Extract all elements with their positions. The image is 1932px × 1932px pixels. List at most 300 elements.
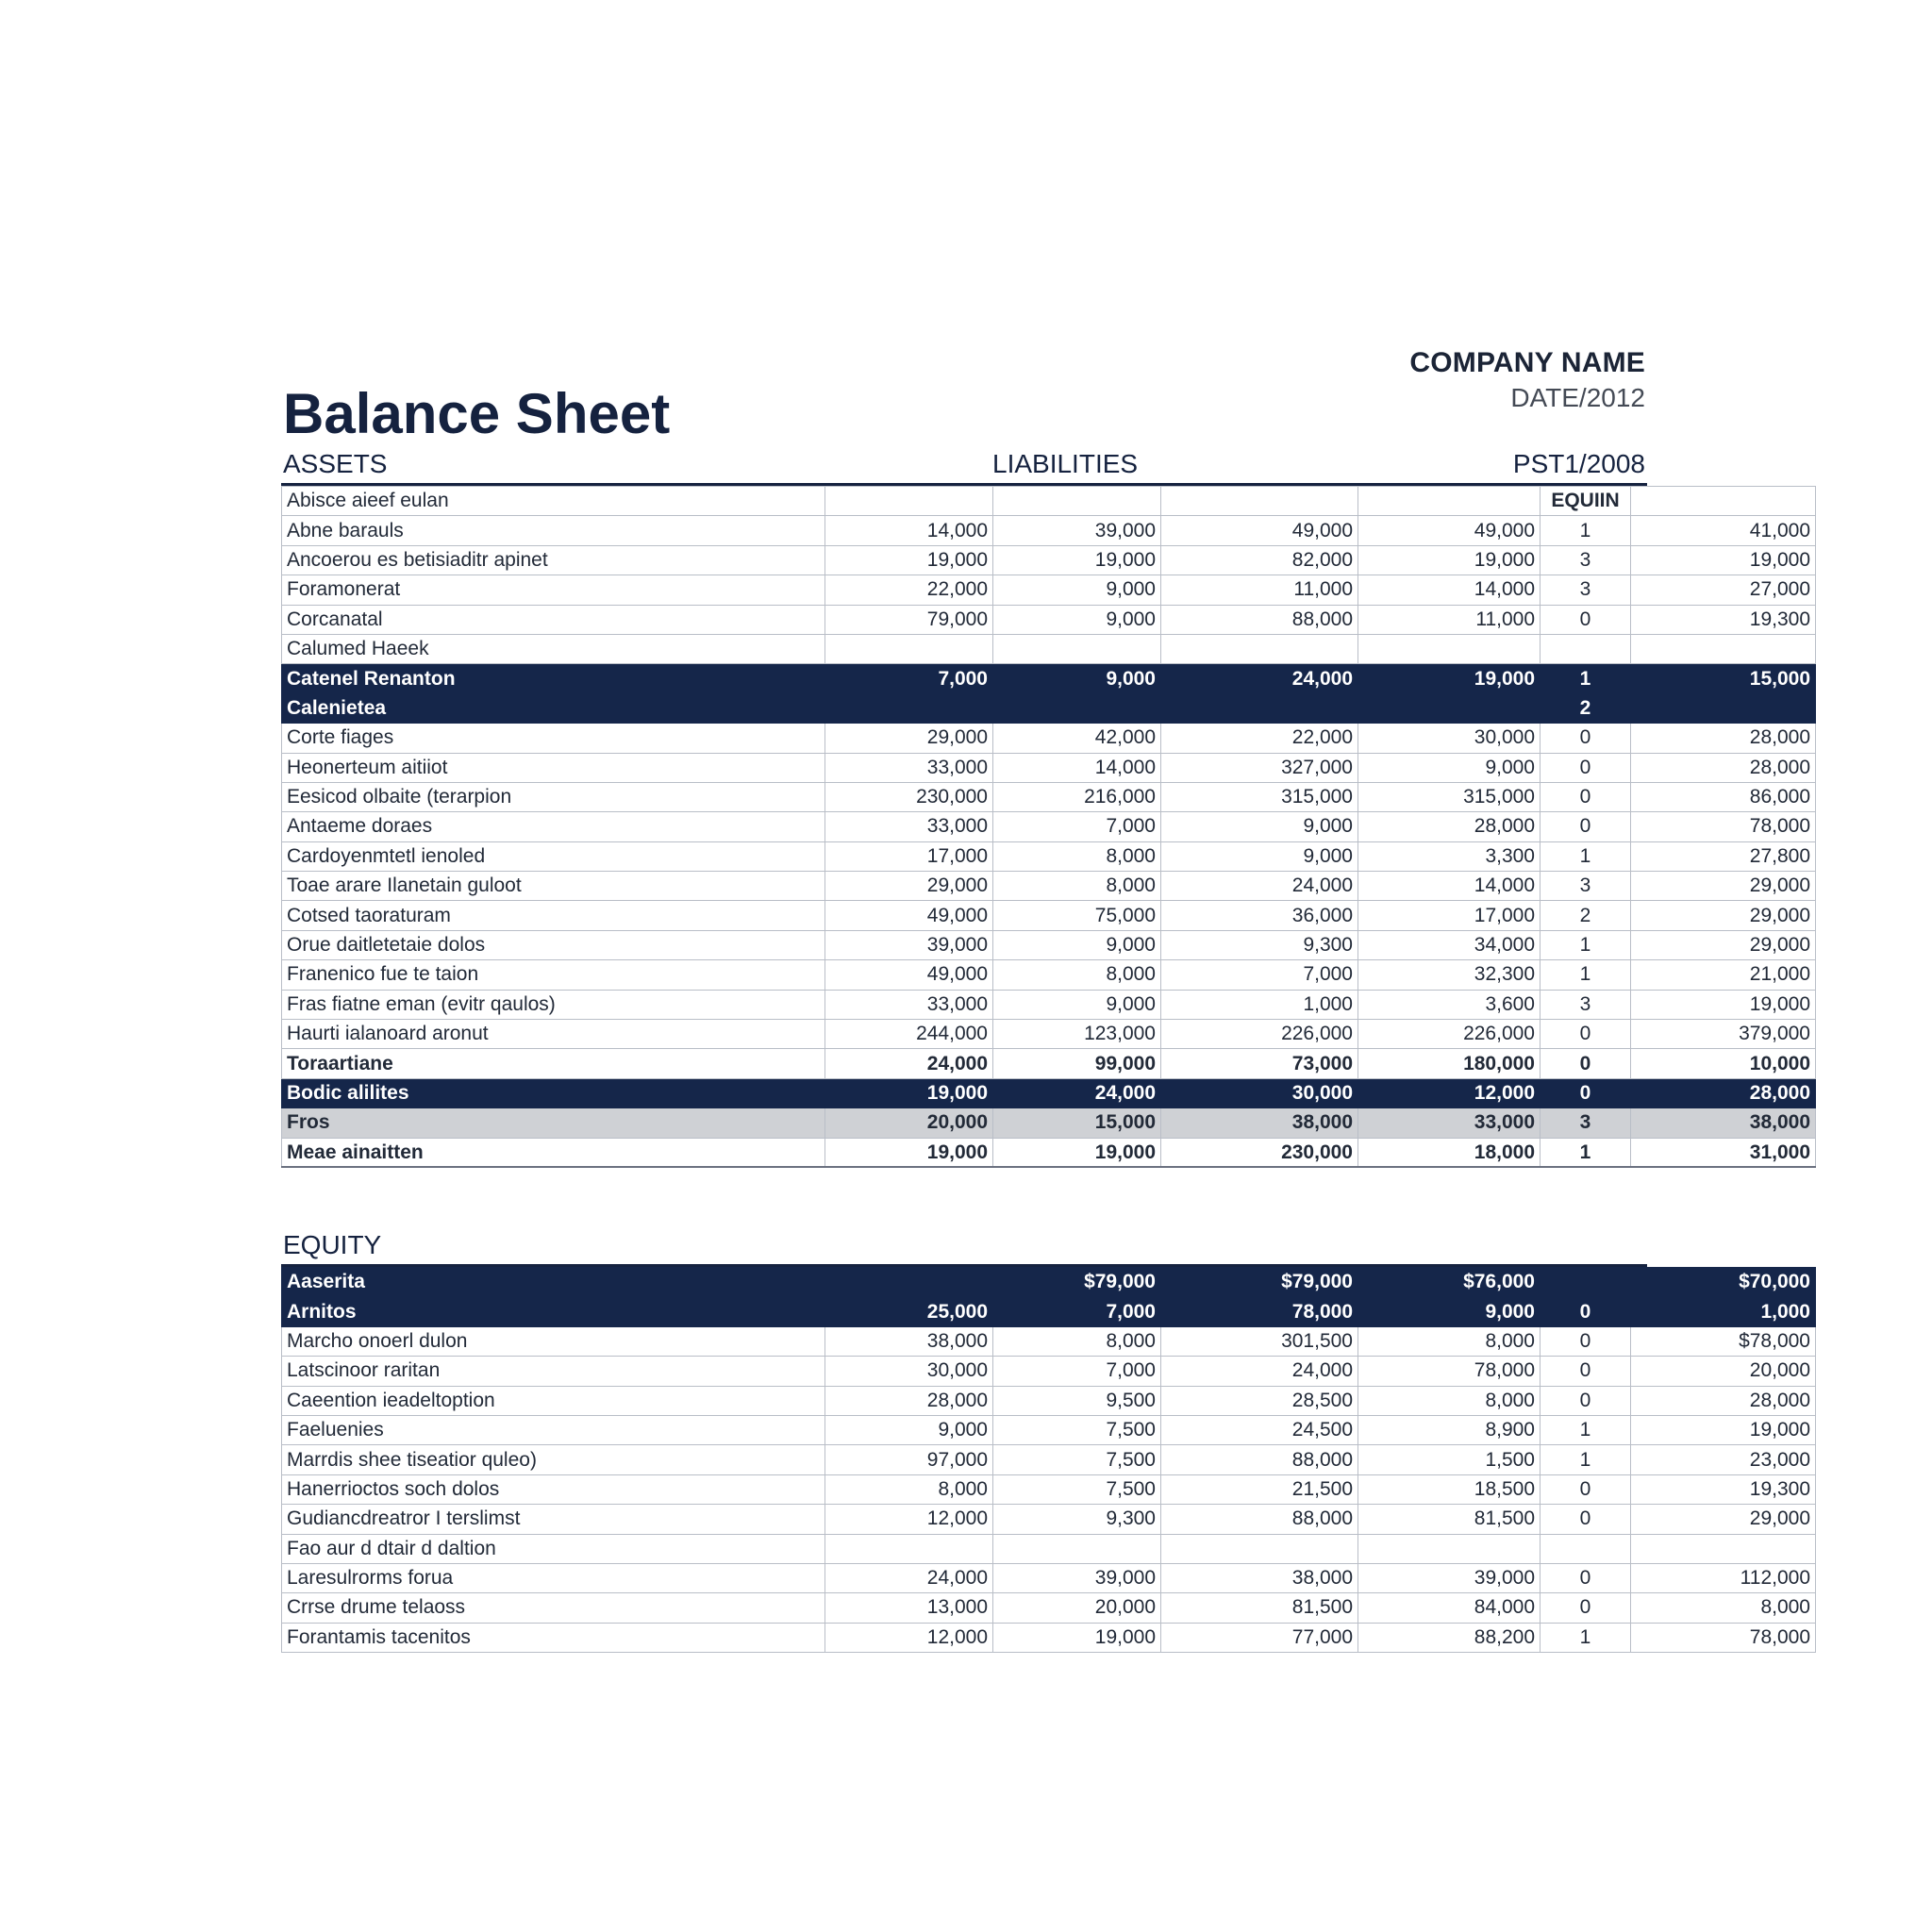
- value-cell: [1161, 1534, 1358, 1563]
- table-row: [282, 753, 1816, 782]
- row-label-cell: Heonerteum aitiiot: [282, 753, 825, 782]
- table-row: [282, 487, 1816, 516]
- value-cell: 29,000: [825, 872, 993, 901]
- value-cell: 8,000: [993, 1326, 1161, 1356]
- value-cell: 20,000: [993, 1593, 1161, 1623]
- value-cell: 39,000: [993, 516, 1161, 545]
- assets-liabilities-body: [282, 487, 1816, 1168]
- value-cell: 0: [1541, 812, 1631, 841]
- value-cell: 0: [1541, 1474, 1631, 1504]
- row-label-cell: Corte fiages: [282, 724, 825, 753]
- value-cell: 19,000: [993, 1623, 1161, 1652]
- value-cell: 7,500: [993, 1445, 1161, 1474]
- value-cell: 78,000: [1631, 812, 1816, 841]
- value-cell: 9,000: [993, 605, 1161, 634]
- value-cell: 216,000: [993, 782, 1161, 811]
- value-cell: EQUIIN: [1541, 487, 1631, 516]
- value-cell: [993, 487, 1161, 516]
- value-cell: 19,000: [1631, 990, 1816, 1019]
- value-cell: 10,000: [1631, 1049, 1816, 1078]
- value-cell: 25,000: [825, 1297, 993, 1326]
- value-cell: 11,000: [1161, 575, 1358, 605]
- value-cell: 28,500: [1161, 1386, 1358, 1415]
- value-cell: [1161, 693, 1358, 723]
- value-cell: 36,000: [1161, 901, 1358, 930]
- value-cell: 327,000: [1161, 753, 1358, 782]
- value-cell: 22,000: [825, 575, 993, 605]
- table-row: [282, 575, 1816, 605]
- value-cell: 0: [1541, 724, 1631, 753]
- value-cell: 112,000: [1631, 1563, 1816, 1592]
- value-cell: 0: [1541, 1593, 1631, 1623]
- value-cell: 22,000: [1161, 724, 1358, 753]
- value-cell: 8,000: [1631, 1593, 1816, 1623]
- company-name: COMPANY NAME: [1409, 347, 1645, 378]
- value-cell: 77,000: [1161, 1623, 1358, 1652]
- value-cell: 78,000: [1358, 1357, 1541, 1386]
- value-cell: 14,000: [993, 753, 1161, 782]
- row-label-cell: Toae arare Ilanetain guloot: [282, 872, 825, 901]
- value-cell: 29,000: [1631, 1505, 1816, 1534]
- value-cell: 19,000: [1631, 1415, 1816, 1444]
- row-label-cell: Abisce aieef eulan: [282, 487, 825, 516]
- value-cell: 1: [1541, 1623, 1631, 1652]
- value-cell: 38,000: [1631, 1108, 1816, 1138]
- value-cell: 3,600: [1358, 990, 1541, 1019]
- value-cell: 19,300: [1631, 1474, 1816, 1504]
- table-row: [282, 664, 1816, 693]
- row-label-cell: Hanerrioctos soch dolos: [282, 1474, 825, 1504]
- value-cell: 3: [1541, 872, 1631, 901]
- value-cell: 28,000: [1631, 1078, 1816, 1108]
- row-label-cell: Haurti ialanoard aronut: [282, 1020, 825, 1049]
- row-label-cell: Bodic alilites: [282, 1078, 825, 1108]
- row-label-cell: Ancoerou es betisiaditr apinet: [282, 545, 825, 575]
- value-cell: 13,000: [825, 1593, 993, 1623]
- value-cell: 9,000: [1358, 753, 1541, 782]
- row-label-cell: Caeention ieadeltoption: [282, 1386, 825, 1415]
- row-label-cell: Calumed Haeek: [282, 634, 825, 663]
- value-cell: 41,000: [1631, 516, 1816, 545]
- value-cell: 9,000: [1161, 841, 1358, 871]
- value-cell: 3: [1541, 545, 1631, 575]
- value-cell: [993, 1534, 1161, 1563]
- equity-body: [282, 1268, 1816, 1653]
- value-cell: 24,000: [1161, 664, 1358, 693]
- row-label-cell: Eesicod olbaite (terarpion: [282, 782, 825, 811]
- table-row: [282, 812, 1816, 841]
- value-cell: 123,000: [993, 1020, 1161, 1049]
- value-cell: 81,500: [1161, 1593, 1358, 1623]
- page-title: Balance Sheet: [283, 382, 671, 445]
- table-row: [282, 724, 1816, 753]
- assets-heading: ASSETS: [283, 449, 388, 478]
- value-cell: $78,000: [1631, 1326, 1816, 1356]
- table-row: [282, 1505, 1816, 1534]
- row-label-cell: Franenico fue te taion: [282, 960, 825, 990]
- assets-section-header: [281, 441, 1647, 487]
- value-cell: 38,000: [1161, 1108, 1358, 1138]
- value-cell: 39,000: [993, 1563, 1161, 1592]
- value-cell: 27,800: [1631, 841, 1816, 871]
- value-cell: 0: [1541, 782, 1631, 811]
- row-label-cell: Crrse drume telaoss: [282, 1593, 825, 1623]
- value-cell: 49,000: [1358, 516, 1541, 545]
- value-cell: [825, 1268, 993, 1297]
- row-label-cell: Cardoyenmtetl ienoled: [282, 841, 825, 871]
- equity-heading: EQUITY: [283, 1230, 382, 1259]
- value-cell: 9,000: [1161, 812, 1358, 841]
- table-row: [282, 1297, 1816, 1326]
- value-cell: [1358, 634, 1541, 663]
- value-cell: [1358, 487, 1541, 516]
- value-cell: [993, 693, 1161, 723]
- value-cell: 29,000: [1631, 901, 1816, 930]
- value-cell: 29,000: [1631, 872, 1816, 901]
- value-cell: 81,500: [1358, 1505, 1541, 1534]
- value-cell: 29,000: [1631, 930, 1816, 959]
- value-cell: 19,000: [825, 545, 993, 575]
- value-cell: $76,000: [1358, 1268, 1541, 1297]
- value-cell: 14,000: [825, 516, 993, 545]
- value-cell: 7,000: [993, 812, 1161, 841]
- value-cell: 19,000: [825, 1078, 993, 1108]
- table-row: [282, 1078, 1816, 1108]
- value-cell: 7,500: [993, 1474, 1161, 1504]
- value-cell: 1: [1541, 516, 1631, 545]
- value-cell: 7,000: [993, 1297, 1161, 1326]
- value-cell: 7,500: [993, 1415, 1161, 1444]
- table-row: [282, 1326, 1816, 1356]
- value-cell: 1: [1541, 1415, 1631, 1444]
- value-cell: [1161, 634, 1358, 663]
- value-cell: 84,000: [1358, 1593, 1541, 1623]
- value-cell: 49,000: [1161, 516, 1358, 545]
- value-cell: 1: [1541, 664, 1631, 693]
- row-label-cell: Fao aur d dtair d daltion: [282, 1534, 825, 1563]
- value-cell: 24,000: [993, 1078, 1161, 1108]
- value-cell: 9,500: [993, 1386, 1161, 1415]
- value-cell: 0: [1541, 1563, 1631, 1592]
- row-label-cell: Forantamis tacenitos: [282, 1623, 825, 1652]
- value-cell: 78,000: [1631, 1623, 1816, 1652]
- table-row: [282, 1108, 1816, 1138]
- value-cell: [1541, 1534, 1631, 1563]
- value-cell: 1: [1541, 930, 1631, 959]
- value-cell: 33,000: [825, 990, 993, 1019]
- value-cell: 21,000: [1631, 960, 1816, 990]
- value-cell: 0: [1541, 1020, 1631, 1049]
- value-cell: 0: [1541, 1049, 1631, 1078]
- table-row: [282, 516, 1816, 545]
- equity-section-header: [281, 1223, 1647, 1268]
- value-cell: 20,000: [1631, 1357, 1816, 1386]
- value-cell: 31,000: [1631, 1138, 1816, 1167]
- row-label-cell: Corcanatal: [282, 605, 825, 634]
- row-label-cell: Latscinoor raritan: [282, 1357, 825, 1386]
- value-cell: 9,000: [993, 930, 1161, 959]
- value-cell: 24,000: [825, 1563, 993, 1592]
- value-cell: $70,000: [1631, 1268, 1816, 1297]
- value-cell: 12,000: [825, 1623, 993, 1652]
- value-cell: 9,000: [993, 575, 1161, 605]
- table-row: [282, 1593, 1816, 1623]
- value-cell: 38,000: [1161, 1563, 1358, 1592]
- table-row: [282, 1534, 1816, 1563]
- row-label-cell: Gudiancdreatror I terslimst: [282, 1505, 825, 1534]
- value-cell: 0: [1541, 753, 1631, 782]
- table-row: [282, 693, 1816, 723]
- value-cell: 19,000: [993, 1138, 1161, 1167]
- value-cell: 78,000: [1161, 1297, 1358, 1326]
- value-cell: 24,500: [1161, 1415, 1358, 1444]
- value-cell: 8,000: [825, 1474, 993, 1504]
- assets-liabilities-table: [281, 486, 1816, 1168]
- value-cell: 3,300: [1358, 841, 1541, 871]
- row-label-cell: Abne barauls: [282, 516, 825, 545]
- table-row: [282, 1020, 1816, 1049]
- company-date: DATE/2012: [1510, 383, 1645, 412]
- value-cell: [1631, 693, 1816, 723]
- row-label-cell: Marcho onoerl dulon: [282, 1326, 825, 1356]
- table-row: [282, 1415, 1816, 1444]
- value-cell: 88,200: [1358, 1623, 1541, 1652]
- value-cell: 226,000: [1358, 1020, 1541, 1049]
- value-cell: 88,000: [1161, 1505, 1358, 1534]
- value-cell: 38,000: [825, 1326, 993, 1356]
- value-cell: 86,000: [1631, 782, 1816, 811]
- value-cell: 82,000: [1161, 545, 1358, 575]
- value-cell: 379,000: [1631, 1020, 1816, 1049]
- table-row: [282, 1623, 1816, 1652]
- value-cell: 2: [1541, 901, 1631, 930]
- value-cell: 0: [1541, 1386, 1631, 1415]
- value-cell: 99,000: [993, 1049, 1161, 1078]
- value-cell: 3: [1541, 990, 1631, 1019]
- value-cell: 0: [1541, 1078, 1631, 1108]
- value-cell: 315,000: [1161, 782, 1358, 811]
- value-cell: 3: [1541, 1108, 1631, 1138]
- value-cell: 0: [1541, 1505, 1631, 1534]
- value-cell: 24,000: [825, 1049, 993, 1078]
- value-cell: 9,000: [993, 664, 1161, 693]
- value-cell: 8,000: [993, 841, 1161, 871]
- value-cell: 18,500: [1358, 1474, 1541, 1504]
- value-cell: 17,000: [1358, 901, 1541, 930]
- value-cell: 1,500: [1358, 1445, 1541, 1474]
- value-cell: 14,000: [1358, 575, 1541, 605]
- table-row: [282, 1049, 1816, 1078]
- value-cell: 9,300: [993, 1505, 1161, 1534]
- value-cell: 28,000: [1631, 1386, 1816, 1415]
- row-label-cell: Aaserita: [282, 1268, 825, 1297]
- table-row: [282, 782, 1816, 811]
- value-cell: 1,000: [1631, 1297, 1816, 1326]
- value-cell: 88,000: [1161, 605, 1358, 634]
- value-cell: [825, 634, 993, 663]
- value-cell: 20,000: [825, 1108, 993, 1138]
- row-label-cell: Faeluenies: [282, 1415, 825, 1444]
- value-cell: 230,000: [825, 782, 993, 811]
- value-cell: 88,000: [1161, 1445, 1358, 1474]
- value-cell: 33,000: [825, 812, 993, 841]
- value-cell: 97,000: [825, 1445, 993, 1474]
- value-cell: 244,000: [825, 1020, 993, 1049]
- value-cell: 7,000: [825, 664, 993, 693]
- value-cell: 39,000: [825, 930, 993, 959]
- value-cell: [1541, 1268, 1631, 1297]
- value-cell: 12,000: [825, 1505, 993, 1534]
- table-row: [282, 960, 1816, 990]
- value-cell: [1631, 487, 1816, 516]
- value-cell: 3: [1541, 575, 1631, 605]
- value-cell: 28,000: [1358, 812, 1541, 841]
- value-cell: 15,000: [993, 1108, 1161, 1138]
- value-cell: 79,000: [825, 605, 993, 634]
- value-cell: 19,000: [1631, 545, 1816, 575]
- row-label-cell: Fros: [282, 1108, 825, 1138]
- value-cell: 24,000: [1161, 872, 1358, 901]
- table-row: [282, 1386, 1816, 1415]
- value-cell: 19,300: [1631, 605, 1816, 634]
- value-cell: 24,000: [1161, 1357, 1358, 1386]
- value-cell: 1,000: [1161, 990, 1358, 1019]
- value-cell: 8,000: [1358, 1326, 1541, 1356]
- value-cell: 75,000: [993, 901, 1161, 930]
- value-cell: 14,000: [1358, 872, 1541, 901]
- table-row: [282, 930, 1816, 959]
- value-cell: 49,000: [825, 901, 993, 930]
- value-cell: 19,000: [993, 545, 1161, 575]
- value-cell: 1: [1541, 1138, 1631, 1167]
- value-cell: 9,000: [993, 990, 1161, 1019]
- row-label-cell: Meae ainaitten: [282, 1138, 825, 1167]
- value-cell: 230,000: [1161, 1138, 1358, 1167]
- row-label-cell: Cotsed taoraturam: [282, 901, 825, 930]
- value-cell: $79,000: [1161, 1268, 1358, 1297]
- value-cell: 0: [1541, 1357, 1631, 1386]
- value-cell: 30,000: [825, 1357, 993, 1386]
- value-cell: 27,000: [1631, 575, 1816, 605]
- value-cell: 9,300: [1161, 930, 1358, 959]
- value-cell: 1: [1541, 1445, 1631, 1474]
- table-row: [282, 605, 1816, 634]
- value-cell: 7,000: [1161, 960, 1358, 990]
- value-cell: 1: [1541, 841, 1631, 871]
- liabilities-heading: LIABILITIES: [992, 449, 1139, 478]
- value-cell: 8,900: [1358, 1415, 1541, 1444]
- table-row: [282, 841, 1816, 871]
- value-cell: 301,500: [1161, 1326, 1358, 1356]
- value-cell: 315,000: [1358, 782, 1541, 811]
- row-label-cell: Arnitos: [282, 1297, 825, 1326]
- value-cell: 7,000: [993, 1357, 1161, 1386]
- table-row: [282, 901, 1816, 930]
- row-label-cell: Marrdis shee tiseatior quleo): [282, 1445, 825, 1474]
- value-cell: 12,000: [1358, 1078, 1541, 1108]
- value-cell: 2: [1541, 693, 1631, 723]
- value-cell: [1631, 634, 1816, 663]
- row-label-cell: Catenel Renanton: [282, 664, 825, 693]
- table-row: [282, 1357, 1816, 1386]
- table-row: [282, 545, 1816, 575]
- value-cell: 19,000: [1358, 664, 1541, 693]
- table-row: [282, 1474, 1816, 1504]
- value-cell: 18,000: [1358, 1138, 1541, 1167]
- row-label-cell: Orue daitletetaie dolos: [282, 930, 825, 959]
- value-cell: 8,000: [993, 960, 1161, 990]
- value-cell: 32,300: [1358, 960, 1541, 990]
- value-cell: 226,000: [1161, 1020, 1358, 1049]
- value-cell: 0: [1541, 1326, 1631, 1356]
- row-label-cell: Calenietea: [282, 693, 825, 723]
- value-cell: 9,000: [1358, 1297, 1541, 1326]
- value-cell: 39,000: [1358, 1563, 1541, 1592]
- value-cell: 15,000: [1631, 664, 1816, 693]
- value-cell: 0: [1541, 1297, 1631, 1326]
- value-cell: 28,000: [1631, 724, 1816, 753]
- value-cell: 1: [1541, 960, 1631, 990]
- value-cell: 19,000: [1358, 545, 1541, 575]
- value-cell: 33,000: [1358, 1108, 1541, 1138]
- value-cell: [1631, 1534, 1816, 1563]
- table-row: [282, 872, 1816, 901]
- table-row: [282, 634, 1816, 663]
- value-cell: 28,000: [825, 1386, 993, 1415]
- company-block: [1409, 347, 1645, 413]
- value-cell: 30,000: [1358, 724, 1541, 753]
- value-cell: 49,000: [825, 960, 993, 990]
- value-cell: [1541, 634, 1631, 663]
- value-cell: 21,500: [1161, 1474, 1358, 1504]
- value-cell: [993, 634, 1161, 663]
- value-cell: 29,000: [825, 724, 993, 753]
- value-cell: [1358, 693, 1541, 723]
- table-row: [282, 1563, 1816, 1592]
- value-cell: $79,000: [993, 1268, 1161, 1297]
- value-cell: 19,000: [825, 1138, 993, 1167]
- value-cell: 0: [1541, 605, 1631, 634]
- value-cell: [1358, 1534, 1541, 1563]
- table-row: [282, 1138, 1816, 1167]
- value-cell: [1161, 487, 1358, 516]
- table-row: [282, 1268, 1816, 1297]
- value-cell: 180,000: [1358, 1049, 1541, 1078]
- value-cell: 30,000: [1161, 1078, 1358, 1108]
- value-cell: [825, 693, 993, 723]
- table-row: [282, 1445, 1816, 1474]
- value-cell: [825, 1534, 993, 1563]
- value-cell: 42,000: [993, 724, 1161, 753]
- value-cell: [825, 487, 993, 516]
- table-row: [282, 990, 1816, 1019]
- equity-table: [281, 1267, 1816, 1653]
- row-label-cell: Toraartiane: [282, 1049, 825, 1078]
- row-label-cell: Fras fiatne eman (evitr qaulos): [282, 990, 825, 1019]
- row-label-cell: Foramonerat: [282, 575, 825, 605]
- value-cell: 28,000: [1631, 753, 1816, 782]
- value-cell: 73,000: [1161, 1049, 1358, 1078]
- value-cell: 11,000: [1358, 605, 1541, 634]
- row-label-cell: Laresulrorms forua: [282, 1563, 825, 1592]
- value-cell: 33,000: [825, 753, 993, 782]
- value-cell: 34,000: [1358, 930, 1541, 959]
- value-cell: 17,000: [825, 841, 993, 871]
- period-heading: PST1/2008: [1512, 449, 1645, 478]
- value-cell: 23,000: [1631, 1445, 1816, 1474]
- value-cell: 8,000: [1358, 1386, 1541, 1415]
- value-cell: 8,000: [993, 872, 1161, 901]
